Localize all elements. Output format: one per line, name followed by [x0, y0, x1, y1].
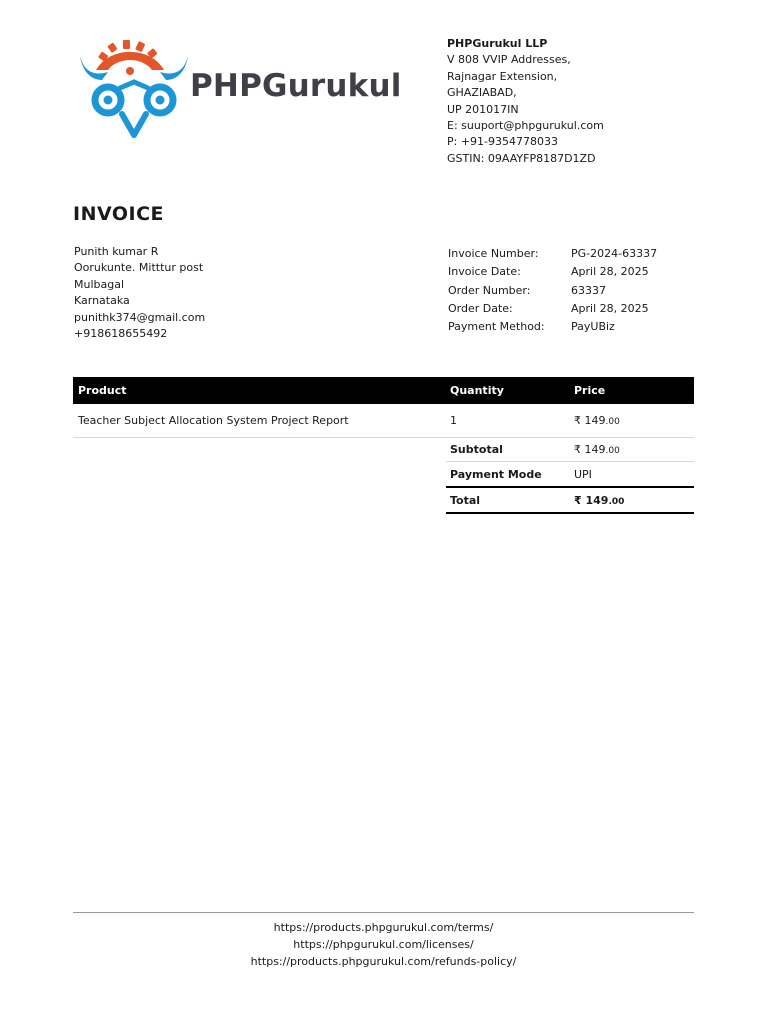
- order-number-value: 63337: [571, 283, 606, 297]
- footer-divider: [73, 912, 694, 913]
- total-amount: 149: [585, 493, 609, 507]
- meta-label: Order Number:: [448, 283, 531, 297]
- currency-symbol: ₹: [574, 493, 582, 507]
- customer-info: [74, 244, 205, 342]
- column-header-quantity: Quantity: [445, 377, 569, 404]
- company-address-line: GHAZIABAD,: [447, 86, 517, 100]
- payment-method-value: PayUBiz: [571, 320, 615, 334]
- subtotal-amount: 149: [584, 442, 606, 456]
- footer-links: [73, 920, 694, 970]
- invoice-number-row: [448, 245, 657, 263]
- customer-name: Punith kumar R: [74, 245, 159, 258]
- payment-mode-label: Payment Mode: [446, 462, 570, 488]
- column-header-product: Product: [73, 377, 445, 404]
- total-row: [446, 487, 694, 513]
- subtotal-label: Subtotal: [446, 437, 570, 462]
- payment-mode-row: [446, 462, 694, 488]
- company-phone: P: +91-9354778033: [447, 135, 559, 149]
- company-email: E: suuport@phpgurukul.com: [447, 119, 604, 133]
- column-header-price: Price: [569, 377, 694, 404]
- price-decimals: .00: [605, 417, 620, 427]
- currency-symbol: ₹: [574, 414, 581, 427]
- customer-address-line: Karnataka: [74, 294, 130, 308]
- meta-label: Payment Method:: [448, 320, 545, 334]
- invoice-number-value: PG-2024-63337: [571, 247, 658, 260]
- subtotal-value: [570, 437, 694, 462]
- table-header-row: [73, 377, 694, 404]
- order-date-row: [448, 300, 657, 318]
- company-address-line: UP 201017IN: [447, 102, 519, 116]
- company-gstin: GSTIN: 09AAYFP8187D1ZD: [447, 151, 596, 165]
- subtotal-row: [446, 437, 694, 462]
- customer-email: punithk374@gmail.com: [74, 310, 206, 324]
- total-decimals: .00: [608, 496, 625, 507]
- owl-gear-logo-icon: [78, 38, 190, 140]
- total-label: Total: [446, 487, 570, 513]
- logo-wordmark: PHPGurukul: [190, 68, 402, 104]
- payment-mode-value: UPI: [570, 462, 694, 488]
- terms-link[interactable]: https://products.phpgurukul.com/terms/: [273, 921, 494, 934]
- price-amount: 149: [584, 414, 606, 427]
- company-name: PHPGurukul LLP: [447, 37, 548, 50]
- customer-address-line: Mulbagal: [74, 277, 125, 291]
- invoice-title: INVOICE: [73, 203, 164, 225]
- customer-phone: +918618655492: [74, 327, 168, 341]
- customer-address-line: Oorukunte. Mitttur post: [74, 261, 204, 275]
- currency-symbol: ₹: [574, 442, 581, 456]
- refunds-policy-link[interactable]: https://products.phpgurukul.com/refunds-policy/: [250, 954, 517, 968]
- licenses-link[interactable]: https://phpgurukul.com/licenses/: [293, 937, 474, 951]
- table-row: [73, 404, 694, 438]
- items-table: [73, 377, 694, 438]
- subtotal-decimals: .00: [605, 445, 620, 456]
- meta-label: Invoice Number:: [448, 247, 539, 260]
- item-product: Teacher Subject Allocation System Project Report: [73, 404, 445, 438]
- invoice-details: [448, 245, 657, 336]
- totals-table: [446, 437, 694, 514]
- company-address-line: V 808 VVIP Addresses,: [447, 53, 571, 67]
- company-info: [447, 36, 604, 167]
- item-quantity: 1: [445, 404, 569, 438]
- payment-method-row: [448, 318, 657, 336]
- invoice-date-value: April 28, 2025: [571, 265, 649, 279]
- invoice-date-row: [448, 263, 657, 281]
- meta-label: Order Date:: [448, 301, 513, 315]
- company-logo: [78, 38, 430, 140]
- company-address-line: Rajnagar Extension,: [447, 69, 558, 83]
- item-price: [569, 404, 694, 438]
- total-value: [570, 487, 694, 513]
- order-date-value: April 28, 2025: [571, 301, 649, 315]
- meta-label: Invoice Date:: [448, 265, 521, 279]
- order-number-row: [448, 282, 657, 300]
